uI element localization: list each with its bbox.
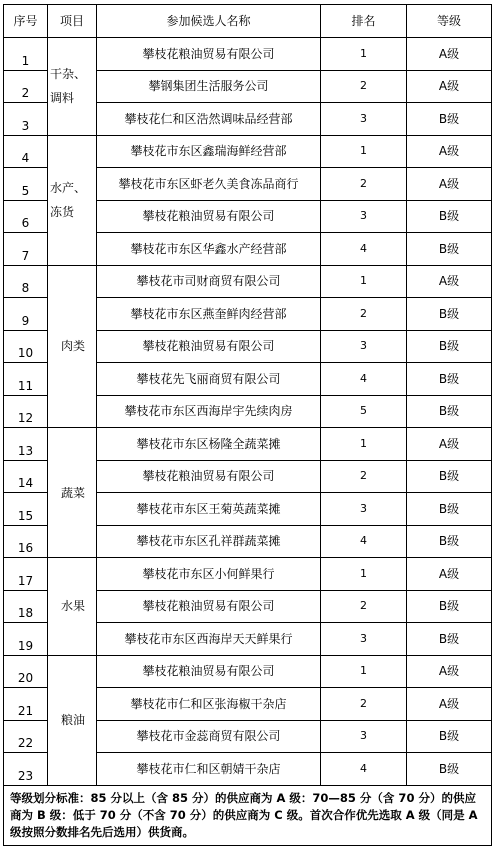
candidate-name: 攀枝花粮油贸易有限公司	[97, 200, 321, 233]
row-index: 16	[4, 525, 48, 558]
grade-value: B级	[407, 460, 492, 493]
header-row	[4, 5, 492, 38]
rank-value: 3	[321, 720, 407, 753]
header-category: 项目	[48, 5, 97, 38]
candidate-name: 攀枝花粮油贸易有限公司	[97, 38, 321, 71]
rank-value: 4	[321, 233, 407, 266]
category-cell	[48, 428, 97, 558]
grade-value: B级	[407, 363, 492, 396]
category-label: 粮油	[60, 713, 85, 727]
grade-value: B级	[407, 395, 492, 428]
grade-value: B级	[407, 623, 492, 656]
grade-value: B级	[407, 590, 492, 623]
category-cell	[48, 38, 97, 136]
candidate-name: 攀枝花市东区虾老久美食冻品商行	[97, 168, 321, 201]
category-cell	[48, 265, 97, 428]
candidate-name: 攀枝花市东区小何鲜果行	[97, 558, 321, 591]
candidate-name: 攀枝花粮油贸易有限公司	[97, 460, 321, 493]
grade-value: A级	[407, 135, 492, 168]
grading-standard-note: 等级划分标准：85 分以上（含 85 分）的供应商为 A 级：70—85 分（含 70 分）的供应商为 B 级：低于 70 分（不含 70 分）的供应商为 C 级。首次合作优先选取 A 级（同是 A 级按照分数排名先后选用）供货商。	[4, 785, 492, 845]
row-index: 14	[4, 460, 48, 493]
rank-value: 1	[321, 135, 407, 168]
candidate-name: 攀枝花市仁和区朝婧干杂店	[97, 753, 321, 786]
candidate-name: 攀枝花市司财商贸有限公司	[97, 265, 321, 298]
row-index: 6	[4, 200, 48, 233]
rank-value: 3	[321, 200, 407, 233]
rank-value: 2	[321, 688, 407, 721]
rank-value: 4	[321, 525, 407, 558]
grade-value: B级	[407, 103, 492, 136]
row-index: 15	[4, 493, 48, 526]
grade-value: A级	[407, 655, 492, 688]
candidate-name: 攀枝花市东区杨隆全蔬菜摊	[97, 428, 321, 461]
row-index: 20	[4, 655, 48, 688]
row-index: 12	[4, 395, 48, 428]
candidate-name: 攀枝花市东区孔祥群蔬菜摊	[97, 525, 321, 558]
grade-value: B级	[407, 525, 492, 558]
category-label: 蔬菜	[60, 485, 85, 500]
row-index: 9	[4, 298, 48, 331]
candidate-name: 攀枝花市东区西海岸宇先续肉房	[97, 395, 321, 428]
row-index: 18	[4, 590, 48, 623]
rank-value: 3	[321, 330, 407, 363]
rank-value: 4	[321, 753, 407, 786]
row-index: 19	[4, 623, 48, 656]
row-index: 1	[4, 38, 48, 71]
row-index: 8	[4, 265, 48, 298]
grade-value: A级	[407, 38, 492, 71]
grade-value: A级	[407, 688, 492, 721]
header-rank: 排名	[321, 5, 407, 38]
rank-value: 2	[321, 298, 407, 331]
table-row	[4, 38, 492, 71]
grade-value: B级	[407, 753, 492, 786]
rank-value: 5	[321, 395, 407, 428]
rank-value: 1	[321, 655, 407, 688]
rank-value: 3	[321, 493, 407, 526]
row-index: 22	[4, 720, 48, 753]
category-label: 肉类	[60, 339, 85, 354]
rank-value: 1	[321, 265, 407, 298]
grade-value: A级	[407, 168, 492, 201]
note-row	[4, 785, 492, 845]
supplier-table	[3, 4, 492, 846]
rank-value: 3	[321, 623, 407, 656]
table-row	[4, 135, 492, 168]
grade-value: A级	[407, 265, 492, 298]
row-index: 10	[4, 330, 48, 363]
grade-value: B级	[407, 720, 492, 753]
category-label: 水产、冻货	[50, 181, 87, 219]
rank-value: 3	[321, 103, 407, 136]
candidate-name: 攀枝花市东区华鑫水产经营部	[97, 233, 321, 266]
category-label: 水果	[60, 599, 85, 614]
category-label: 干杂、调料	[50, 67, 87, 106]
header-grade: 等级	[407, 5, 492, 38]
category-cell	[48, 558, 97, 656]
rank-value: 2	[321, 590, 407, 623]
candidate-name: 攀枝花市东区西海岸天天鲜果行	[97, 623, 321, 656]
grade-value: A级	[407, 428, 492, 461]
table-row	[4, 265, 492, 298]
rank-value: 2	[321, 460, 407, 493]
row-index: 7	[4, 233, 48, 266]
candidate-name: 攀枝花仁和区浩然调味品经营部	[97, 103, 321, 136]
grade-value: A级	[407, 70, 492, 103]
rank-value: 1	[321, 558, 407, 591]
rank-value: 2	[321, 70, 407, 103]
grade-value: B级	[407, 493, 492, 526]
grade-value: B级	[407, 330, 492, 363]
row-index: 4	[4, 135, 48, 168]
row-index: 3	[4, 103, 48, 136]
row-index: 13	[4, 428, 48, 461]
candidate-name: 攀枝花粮油贸易有限公司	[97, 330, 321, 363]
table-row	[4, 428, 492, 461]
header-index: 序号	[4, 5, 48, 38]
header-candidate: 参加候选人名称	[97, 5, 321, 38]
rank-value: 1	[321, 428, 407, 461]
grade-value: B级	[407, 233, 492, 266]
rank-value: 4	[321, 363, 407, 396]
category-cell	[48, 135, 97, 265]
rank-value: 1	[321, 38, 407, 71]
category-cell	[48, 655, 97, 785]
row-index: 17	[4, 558, 48, 591]
candidate-name: 攀钢集团生活服务公司	[97, 70, 321, 103]
rank-value: 2	[321, 168, 407, 201]
row-index: 11	[4, 363, 48, 396]
row-index: 21	[4, 688, 48, 721]
table-row	[4, 655, 492, 688]
row-index: 23	[4, 753, 48, 786]
candidate-name: 攀枝花市仁和区张海椒干杂店	[97, 688, 321, 721]
grade-value: A级	[407, 558, 492, 591]
row-index: 5	[4, 168, 48, 201]
candidate-name: 攀枝花粮油贸易有限公司	[97, 655, 321, 688]
candidate-name: 攀枝花市东区王菊英蔬菜摊	[97, 493, 321, 526]
candidate-name: 攀枝花市东区燕奎鲜肉经营部	[97, 298, 321, 331]
candidate-name: 攀枝花粮油贸易有限公司	[97, 590, 321, 623]
candidate-name: 攀枝花市东区鑫瑞海鲜经营部	[97, 135, 321, 168]
grade-value: B级	[407, 298, 492, 331]
candidate-name: 攀枝花先飞丽商贸有限公司	[97, 363, 321, 396]
candidate-name: 攀枝花市金蕊商贸有限公司	[97, 720, 321, 753]
row-index: 2	[4, 70, 48, 103]
grade-value: B级	[407, 200, 492, 233]
table-row	[4, 558, 492, 591]
